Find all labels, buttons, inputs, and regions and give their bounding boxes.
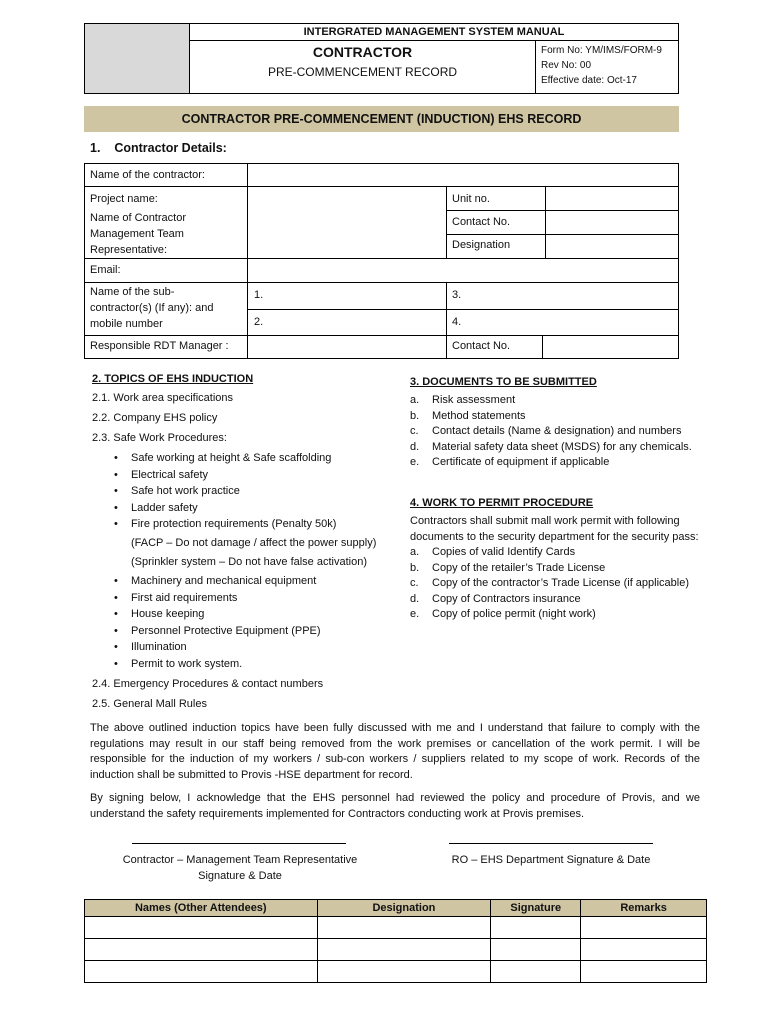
section1-title: 1. Contractor Details:	[90, 141, 227, 155]
contractor-signature-label-line2: Signature & Date	[198, 870, 282, 882]
logo-placeholder	[85, 24, 190, 93]
table-cell	[85, 939, 318, 961]
attendees-table	[84, 899, 707, 983]
bullet-icon: •	[114, 501, 118, 514]
bullet-icon: •	[114, 591, 118, 604]
bullet-icon: •	[114, 575, 118, 587]
list-item: a. Risk assessment	[410, 394, 516, 406]
table-header-row	[85, 900, 707, 917]
note-sprinkler: (Sprinkler system – Do not have false activation)	[131, 556, 367, 568]
table-row	[85, 961, 707, 983]
table-row	[85, 939, 707, 961]
note-facp: (FACP – Do not damage / affect the power supply)	[131, 537, 377, 549]
list-item: e. Certificate of equipment if applicable	[410, 456, 610, 468]
bullet-icon: •	[114, 485, 118, 497]
label-rep-line1: Name of Contractor	[90, 212, 186, 224]
permit-intro-line1: Contractors shall submit mall work permit with following	[410, 515, 680, 527]
label-sub-4: 4.	[452, 316, 462, 328]
label-project-name: Project name:	[90, 193, 158, 205]
bullet-icon: •	[114, 657, 118, 670]
label-sub-line3: mobile number	[90, 318, 163, 330]
signing-paragraph: By signing below, I acknowledge that the EHS personnel had reviewed the policy and procedure of Provis, and we understand the safety requirements implemented for Contractors conducting work at Provis premises.	[90, 792, 700, 820]
label-sub-line2: contractor(s) (If any): and	[90, 302, 214, 314]
contractor-signature-label	[100, 852, 380, 884]
label-sub-line1: Name of the sub-	[90, 286, 175, 298]
section2-ehs-topics	[92, 372, 402, 712]
section3-title: 3. DOCUMENTS TO BE SUBMITTED	[410, 376, 597, 388]
topic-2-4: 2.4. Emergency Procedures & contact numbers	[92, 677, 324, 690]
ehs-signature-line	[449, 843, 653, 844]
list-item: a. Copies of valid Identify Cards	[410, 546, 576, 558]
safe-work-list	[114, 451, 402, 672]
label-sub-2: 2.	[254, 316, 264, 328]
form-title-sub: PRE-COMMENCEMENT RECORD	[267, 65, 458, 79]
table-cell	[581, 939, 707, 961]
table-cell	[581, 961, 707, 983]
header-remarks: Remarks	[581, 900, 707, 917]
bullet-icon: •	[114, 608, 118, 620]
header-designation: Designation	[317, 900, 491, 917]
list-item: • Illumination	[114, 641, 187, 653]
bullet-icon: •	[114, 641, 118, 653]
list-item: • First aid requirements	[114, 591, 238, 604]
contractor-signature-label-line1: Contractor – Management Team Representative	[122, 854, 358, 866]
label-designation: Designation	[452, 239, 511, 251]
list-item: • Machinery and mechanical equipment	[114, 575, 317, 587]
table-cell	[317, 917, 491, 939]
permit-intro-line2: documents to the security department for the security pass:	[410, 530, 699, 543]
topic-2-2: 2.2. Company EHS policy	[92, 412, 218, 424]
form-title-main: CONTRACTOR	[312, 44, 413, 60]
form-number: Form No: YM/IMS/FORM-9	[541, 45, 662, 56]
section4-title: 4. WORK TO PERMIT PROCEDURE	[410, 497, 594, 509]
list-item: • Electrical safety	[114, 468, 209, 481]
table-cell	[491, 917, 581, 939]
form-title	[190, 41, 536, 93]
table-cell	[491, 939, 581, 961]
section2-title: 2. TOPICS OF EHS INDUCTION	[92, 373, 254, 385]
list-item: • Ladder safety	[114, 501, 198, 514]
table-cell	[85, 961, 318, 983]
list-item: • House keeping	[114, 608, 205, 620]
label-contractor-name: Name of the contractor:	[90, 169, 205, 181]
revision-number: Rev No: 00	[541, 60, 592, 71]
list-item: • Safe working at height & Safe scaffolding	[114, 452, 332, 464]
label-sub-1: 1.	[254, 289, 264, 301]
list-item: c. Copy of the contractor’s Trade License (if applicable)	[410, 577, 690, 589]
list-item: b. Method statements	[410, 409, 526, 422]
topic-2-5: 2.5. General Mall Rules	[92, 697, 207, 710]
document-header	[84, 23, 679, 94]
ehs-signature-label: RO – EHS Department Signature & Date	[451, 854, 651, 866]
bullet-icon: •	[114, 468, 118, 481]
label-rdt-manager: Responsible RDT Manager :	[90, 340, 229, 352]
effective-date: Effective date: Oct-17	[541, 75, 637, 86]
acknowledgement-paragraph: The above outlined induction topics have been fully discussed with me and I understand that failure to comply with the regulations may result in our staff being removed from the work premises or cancellation of the work permit. I will be responsible for the induction of my workers / sub-con workers / suppliers related to my scope of work. Records of the induction shall be submitted to Provis -HSE department for record.	[90, 722, 700, 781]
list-item: d. Material safety data sheet (MSDS) for any chemicals.	[410, 440, 692, 453]
list-item: c. Contact details (Name & designation) and numbers	[410, 425, 682, 437]
form-info	[537, 41, 678, 93]
list-item: d. Copy of Contractors insurance	[410, 592, 581, 605]
bullet-icon: •	[114, 518, 118, 530]
header-names: Names (Other Attendees)	[85, 900, 318, 917]
label-email: Email:	[90, 264, 121, 276]
table-cell	[85, 917, 318, 939]
topic-2-1: 2.1. Work area specifications	[92, 392, 234, 404]
contractor-details-table	[84, 163, 679, 359]
bullet-icon: •	[114, 452, 118, 464]
label-rep-line2: Management Team	[90, 228, 184, 240]
label-rep-line3: Representative:	[90, 244, 168, 256]
system-title: INTERGRATED MANAGEMENT SYSTEM MANUAL	[190, 24, 678, 41]
contractor-signature-line	[132, 843, 346, 844]
table-cell	[491, 961, 581, 983]
label-sub-3: 3.	[452, 289, 462, 301]
label-contact-no: Contact No.	[452, 216, 511, 228]
record-banner: CONTRACTOR PRE-COMMENCEMENT (INDUCTION) EHS RECORD	[84, 106, 679, 132]
list-item: • Personnel Protective Equipment (PPE)	[114, 624, 321, 637]
topic-2-3: 2.3. Safe Work Procedures:	[92, 432, 227, 444]
list-item: b. Copy of the retailer’s Trade License	[410, 561, 606, 574]
table-cell	[317, 939, 491, 961]
table-row	[85, 917, 707, 939]
bullet-icon: •	[114, 624, 118, 637]
table-cell	[317, 961, 491, 983]
section4-permit-procedure	[410, 496, 730, 622]
list-item: e. Copy of police permit (night work)	[410, 608, 596, 620]
list-item: • Safe hot work practice	[114, 485, 240, 497]
header-signature: Signature	[491, 900, 581, 917]
list-item: • Fire protection requirements (Penalty 50k)	[114, 518, 337, 530]
section3-documents	[410, 375, 730, 470]
list-item: • Permit to work system.	[114, 657, 243, 670]
label-unit-no: Unit no.	[452, 193, 490, 205]
table-cell	[581, 917, 707, 939]
label-contact-no-2: Contact No.	[452, 340, 511, 352]
